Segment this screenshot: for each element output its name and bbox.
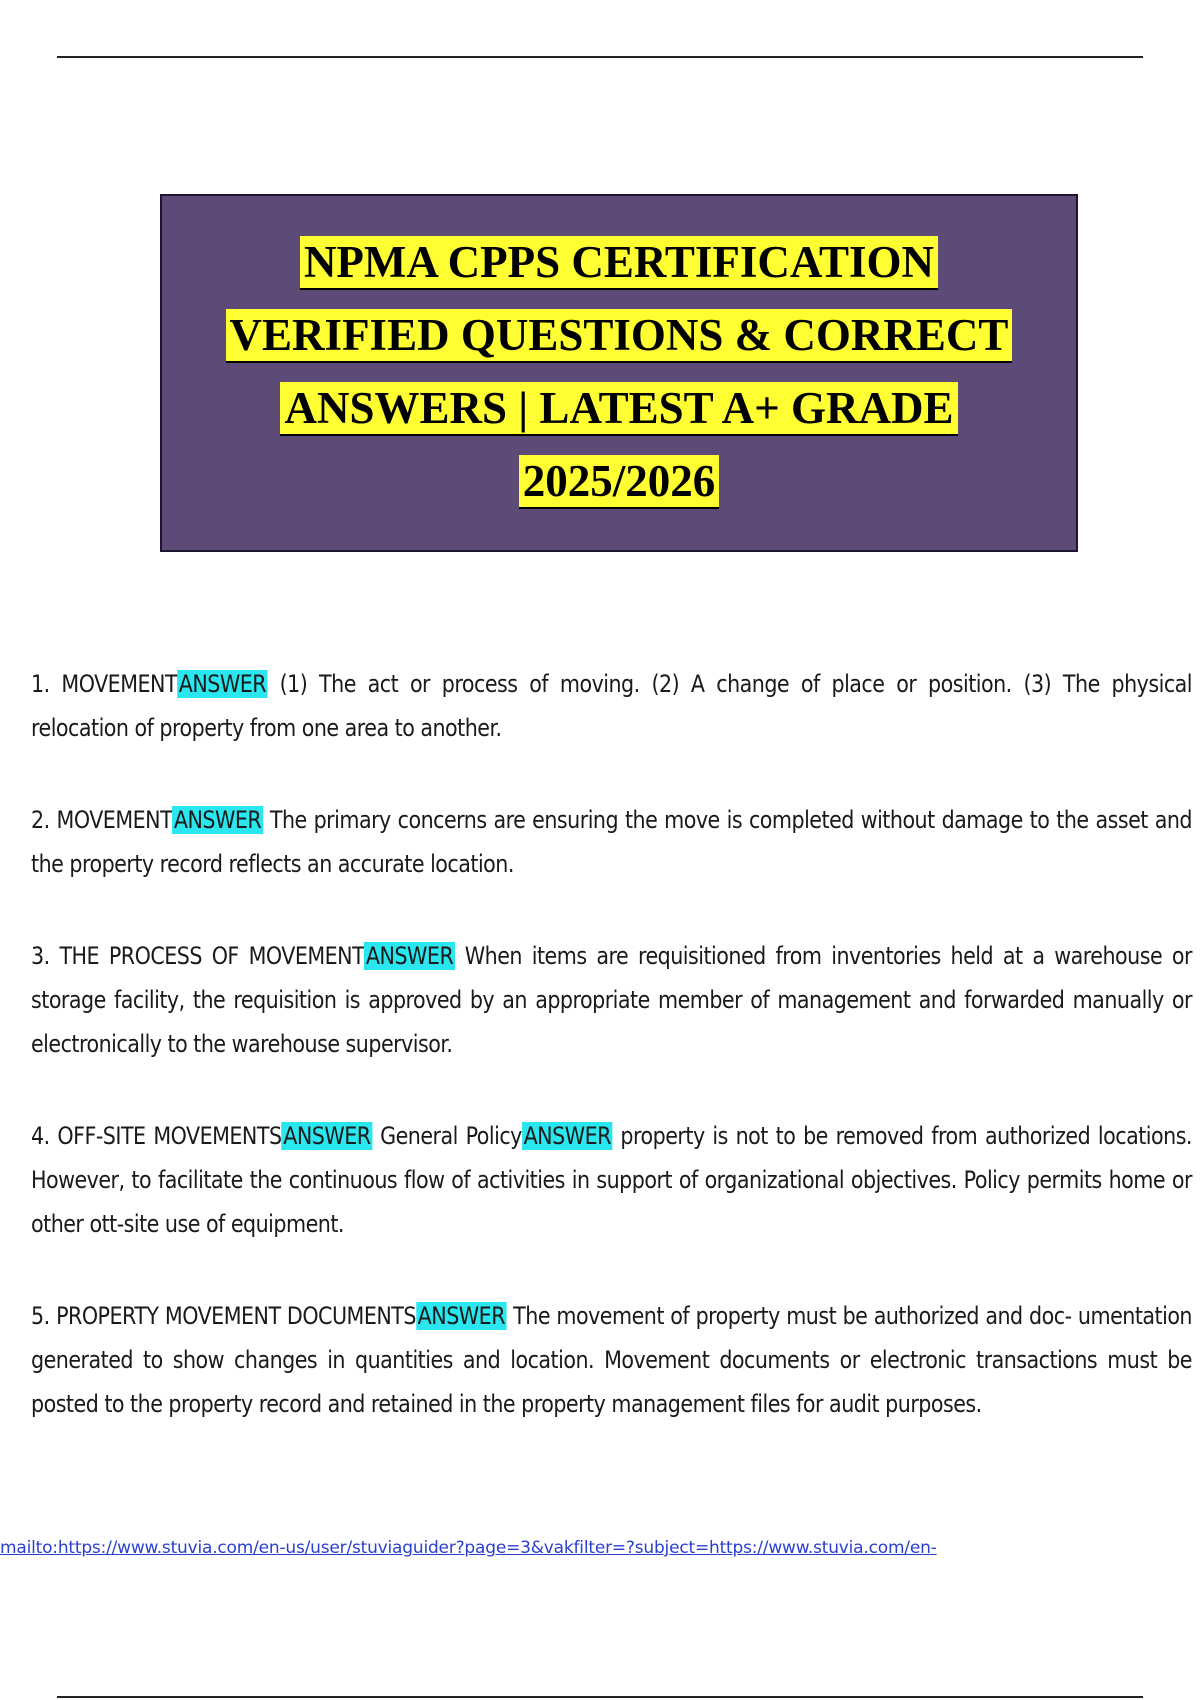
- title-line-2: VERIFIED QUESTIONS & CORRECT: [226, 309, 1013, 363]
- title-line-3: ANSWERS | LATEST A+ GRADE: [280, 382, 957, 436]
- answer-highlight-2: ANSWER: [523, 1122, 611, 1150]
- answer-text: property is not to be removed from authorized locations. However, to facilitate the continuous flow of activities in support of organizational objectives. Policy permits home or other ott-site use of equipment.: [31, 1122, 1192, 1238]
- qa-item-5: [31, 1294, 1192, 1426]
- qa-list: [31, 662, 1191, 1474]
- answer-highlight: ANSWER: [173, 806, 262, 834]
- question-term: 5. PROPERTY MOVEMENT DOCUMENTS: [31, 1302, 416, 1330]
- qa-item-1: [31, 662, 1192, 750]
- answer-text: When items are requisitioned from inventories held at a warehouse or storage facility, the requisition is approved by an appropriate member of management and forwarded manually or electronically to the warehouse supervisor.: [31, 942, 1193, 1058]
- answer-text: The movement of property must be authorized and doc- umentation generated to show changes in quantities and location. Movement documents or electronic transactions must be posted to the property record and retained in the property management files for audit purposes.: [31, 1302, 1192, 1418]
- question-term: 1. MOVEMENT: [31, 670, 178, 698]
- answer-highlight: ANSWER: [365, 942, 454, 970]
- qa-item-3: [31, 934, 1192, 1066]
- title-line-1: NPMA CPPS CERTIFICATION: [300, 236, 938, 290]
- question-term: 2. MOVEMENT: [31, 806, 173, 834]
- mid-text: General Policy: [372, 1122, 522, 1150]
- qa-item-4: [31, 1114, 1192, 1246]
- title-box: [160, 194, 1078, 552]
- answer-highlight: ANSWER: [417, 1302, 506, 1330]
- answer-text: (1) The act or process of moving. (2) A change of place or position. (3) The physical relocation of property from one area to another.: [31, 670, 1193, 742]
- question-term: 4. OFF-SITE MOVEMENTS: [31, 1122, 282, 1150]
- title-line-4: 2025/2026: [519, 455, 720, 509]
- bottom-rule: [57, 1696, 1143, 1698]
- footer-link[interactable]: mailto:https://www.stuvia.com/en-us/user/stuviaguider?page=3&vakfilter=?subject=https://www.stuvia.com/en-: [0, 1538, 937, 1558]
- question-term: 3. THE PROCESS OF MOVEMENT: [31, 942, 365, 970]
- top-rule: [57, 56, 1143, 58]
- answer-highlight: ANSWER: [178, 670, 267, 698]
- answer-highlight: ANSWER: [283, 1122, 371, 1150]
- qa-item-2: [31, 798, 1192, 886]
- answer-text: The primary concerns are ensuring the move is completed without damage to the asset and the property record reflects an accurate location.: [31, 806, 1193, 878]
